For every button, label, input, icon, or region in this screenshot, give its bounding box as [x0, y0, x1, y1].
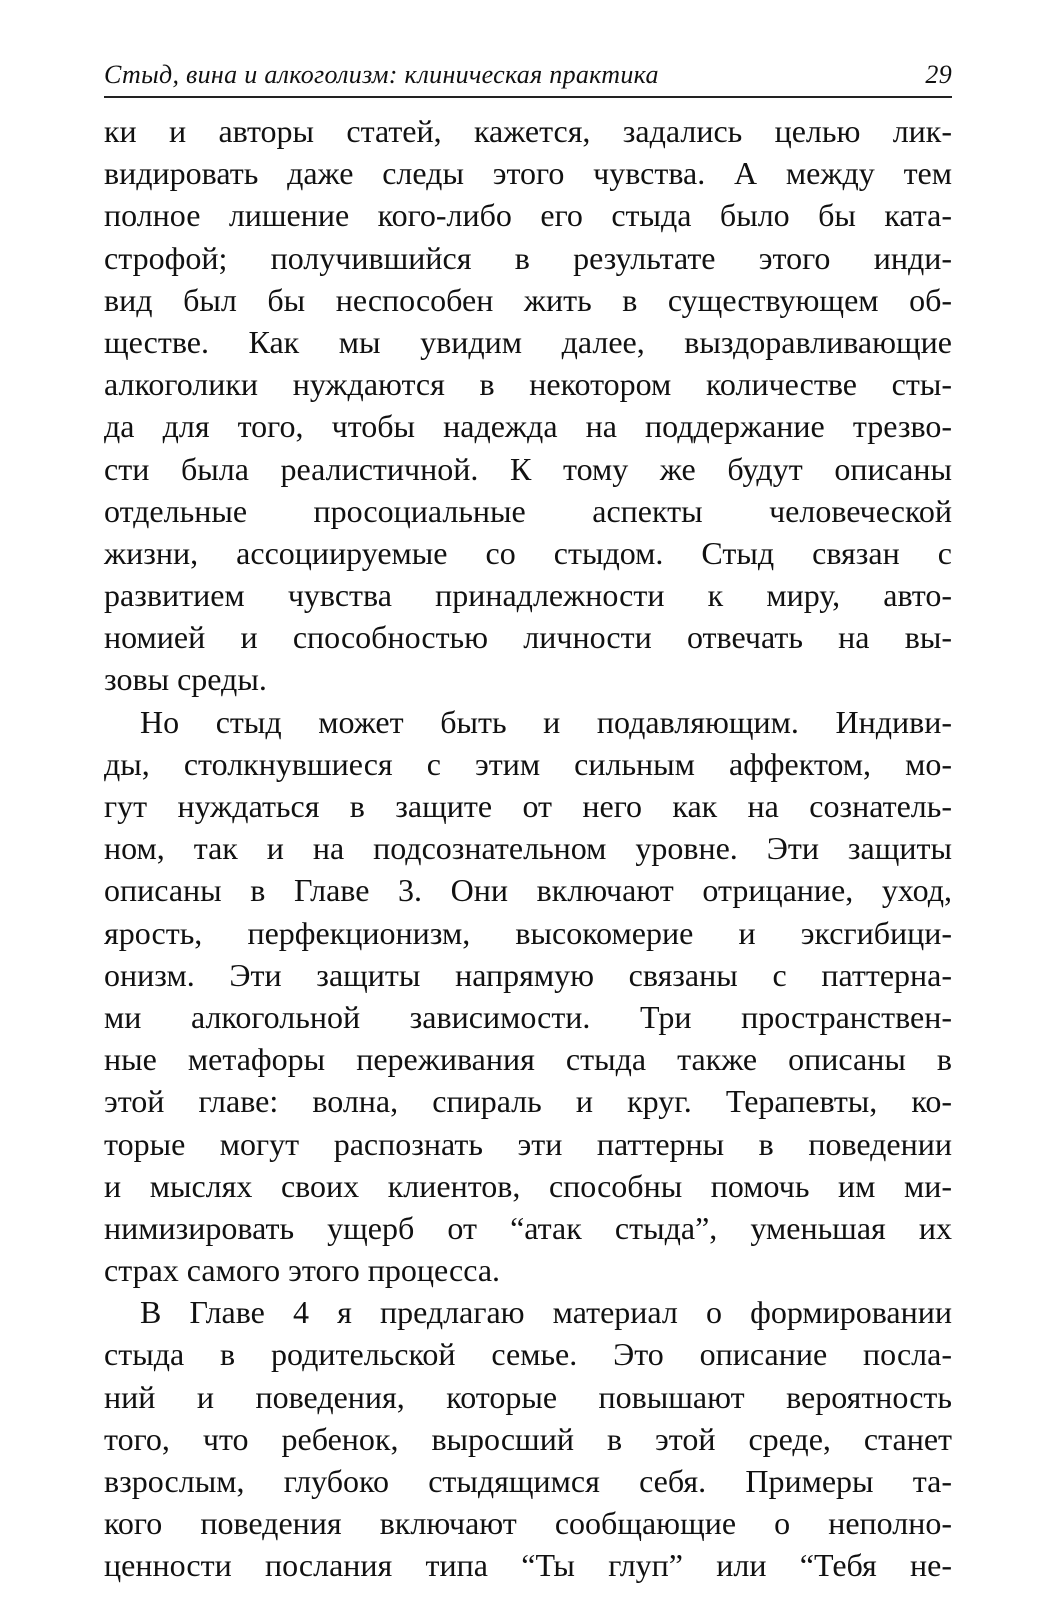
- running-head-title: Стыд, вина и алкоголизм: клиническая практика: [104, 60, 659, 89]
- text-line: да для того, чтобы надежда на поддержание трезво-: [104, 408, 952, 445]
- text-line: ные метафоры переживания стыда также описаны в: [104, 1041, 952, 1078]
- body-text: [104, 110, 952, 1587]
- text-line: ществе. Как мы увидим далее, выздоравливающие: [104, 323, 952, 360]
- text-line: онизм. Эти защиты напрямую связаны с паттерна-: [104, 956, 952, 993]
- text-line: кого поведения включают сообщающие о неполно-: [104, 1505, 952, 1542]
- text-line: номией и способностью личности отвечать на вы-: [104, 619, 952, 656]
- text-line: торые могут распознать эти паттерны в поведении: [104, 1125, 952, 1162]
- text-line: жизни, ассоциируемые со стыдом. Стыд связан с: [104, 534, 952, 571]
- text-line: полное лишение кого-либо его стыда было бы ката-: [104, 197, 952, 234]
- text-line: этой главе: волна, спираль и круг. Терапевты, ко-: [104, 1083, 952, 1120]
- text-line: ний и поведения, которые повышают вероятность: [104, 1378, 952, 1415]
- text-line: ярость, перфекционизм, высокомерие и эксгибици-: [104, 914, 952, 951]
- text-line: отдельные просоциальные аспекты человеческой: [104, 492, 952, 529]
- text-line: развитием чувства принадлежности к миру, авто-: [104, 577, 952, 614]
- text-line: видировать даже следы этого чувства. А между тем: [104, 155, 952, 192]
- paragraph-3: [104, 1291, 952, 1586]
- text-line: ми алкогольной зависимости. Три пространствен-: [104, 998, 952, 1035]
- running-head: [104, 56, 952, 98]
- text-line: взрослым, глубоко стыдящимся себя. Примеры та-: [104, 1463, 952, 1499]
- text-line: зовы среды.: [104, 661, 267, 698]
- text-line: ки и авторы статей, кажется, задались целью лик-: [104, 113, 952, 149]
- text-line: нимизировать ущерб от “атак стыда”, уменьшая их: [104, 1209, 952, 1246]
- text-line: сти была реалистичной. К тому же будут описаны: [104, 450, 952, 487]
- text-line: вид был бы неспособен жить в существующем об-: [104, 281, 952, 318]
- text-line: алкоголики нуждаются в некотором количестве сты-: [104, 366, 952, 403]
- text-line: Но стыд может быть и подавляющим. Индиви-: [140, 703, 952, 740]
- book-page: [104, 56, 952, 1587]
- text-line: гут нуждаться в защите от него как на сознатель-: [104, 788, 952, 824]
- page-number: 29: [925, 60, 952, 89]
- text-line: и мыслях своих клиентов, способны помочь им ми-: [104, 1167, 952, 1204]
- text-line: строфой; получившийся в результате этого инди-: [104, 239, 952, 276]
- text-line: стыда в родительской семье. Это описание посла-: [104, 1336, 952, 1373]
- text-line: страх самого этого процесса.: [104, 1252, 501, 1289]
- text-line: В Главе 4 я предлагаю материал о формировании: [140, 1294, 952, 1331]
- paragraph-2: [104, 701, 952, 1292]
- text-line: ценности послания типа “Ты глуп” или “Тебя не-: [104, 1547, 952, 1584]
- paragraph-1: [104, 110, 952, 701]
- text-line: ды, столкнувшиеся с этим сильным аффектом, мо-: [104, 745, 952, 782]
- text-line: того, что ребенок, выросший в этой среде, станет: [104, 1420, 952, 1457]
- text-line: описаны в Главе 3. Они включают отрицание, уход,: [104, 872, 952, 909]
- text-line: ном, так и на подсознательном уровне. Эти защиты: [104, 830, 952, 867]
